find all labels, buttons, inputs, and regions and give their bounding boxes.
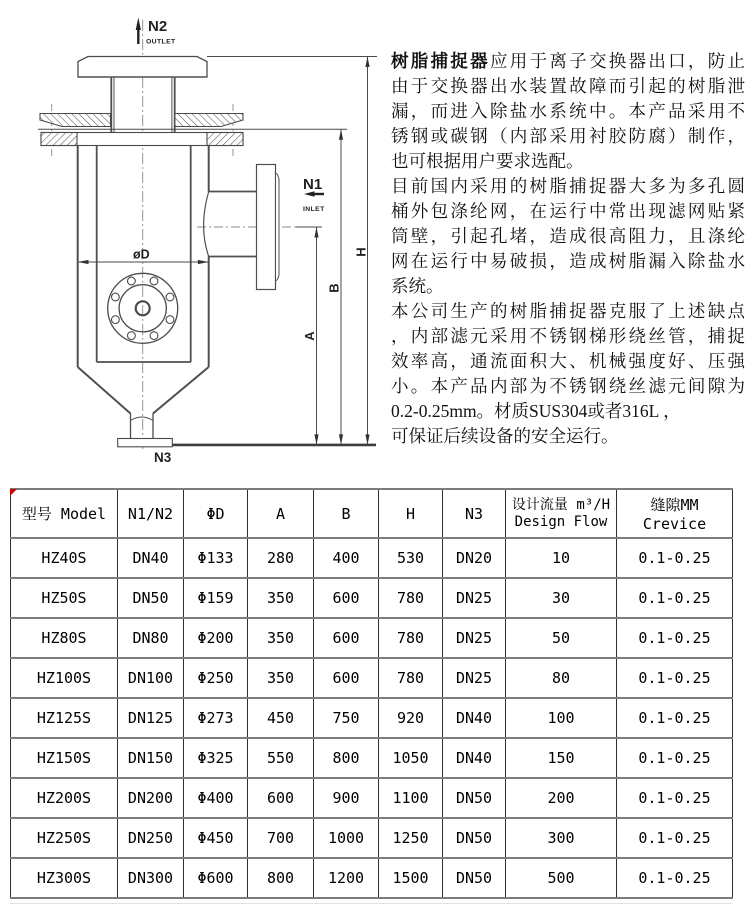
description-line: 漏，而进入除盐水系统中。本产品采用不: [391, 101, 745, 121]
table-cell: HZ150S: [11, 738, 118, 778]
n1-sublabel: INLET: [303, 206, 325, 213]
table-cell: DN25: [443, 658, 506, 698]
table-row: [11, 818, 733, 858]
table-cell: 800: [248, 858, 314, 898]
table-cell: DN25: [443, 618, 506, 658]
n3-label: N3: [154, 450, 172, 465]
bottom-flange: [118, 439, 173, 447]
n2-arrow-head: [136, 18, 141, 31]
table-cell: 350: [248, 658, 314, 698]
table-row: [11, 538, 733, 578]
table-cell: 780: [379, 658, 443, 698]
dia-label: øD: [133, 247, 150, 262]
table-cell: 0.1-0.25: [617, 578, 733, 618]
n2-label: N2: [148, 18, 168, 35]
table-cell: DN80: [118, 618, 184, 658]
table-row: [11, 778, 733, 818]
table-cell: 920: [379, 698, 443, 738]
table-cell: 50: [506, 618, 617, 658]
table-cell: 300: [506, 818, 617, 858]
table-row: [11, 698, 733, 738]
table-cell: 200: [506, 778, 617, 818]
column-header-line: 设计流量 m³/H: [511, 496, 611, 513]
table-cell: HZ250S: [11, 818, 118, 858]
dia-arrow-right: [198, 260, 209, 264]
table-cell: 700: [248, 818, 314, 858]
description-line: 本公司生产的树脂捕捉器克服了上述缺点: [391, 301, 745, 321]
column-header: A: [248, 489, 314, 538]
table-row: [11, 858, 733, 898]
dim-h-label: H: [353, 247, 369, 257]
table-cell: DN25: [443, 578, 506, 618]
table-cell: 80: [506, 658, 617, 698]
column-header: N1/N2: [118, 489, 184, 538]
column-header: 缝隙MM Crevice: [617, 489, 733, 538]
column-header: N3: [443, 489, 506, 538]
table-cell: 600: [248, 778, 314, 818]
spec-table: [10, 488, 733, 899]
table-cell: 0.1-0.25: [617, 778, 733, 818]
n2-sublabel: OUTLET: [146, 38, 176, 46]
table-cell: 400: [314, 538, 379, 578]
table-cell: 550: [248, 738, 314, 778]
description-line: ，内部滤元采用不锈钢梯形绕丝管，捕捉: [391, 326, 745, 346]
description-line: 目前国内采用的树脂捕捉器大多为多孔圆: [391, 176, 745, 196]
table-cell: DN300: [118, 858, 184, 898]
table-cell: DN200: [118, 778, 184, 818]
table-cell: 150: [506, 738, 617, 778]
table-cell: 1500: [379, 858, 443, 898]
table-cell: 750: [314, 698, 379, 738]
table-cell: DN125: [118, 698, 184, 738]
table-cell: DN100: [118, 658, 184, 698]
table-cell: DN50: [443, 858, 506, 898]
table-cell: 800: [314, 738, 379, 778]
upper-plate-left: [40, 114, 111, 127]
table-cell: 0.1-0.25: [617, 698, 733, 738]
table-cell: 30: [506, 578, 617, 618]
n1-label: N1: [303, 176, 323, 193]
table-cell: 100: [506, 698, 617, 738]
table-row: [11, 618, 733, 658]
spreadsheet-gridline: [10, 903, 732, 904]
description-line: 树脂捕捉器应用于离子交换器出口，防止: [391, 51, 746, 71]
table-row: [11, 578, 733, 618]
dia-arrow-left: [78, 260, 89, 264]
description-line: 也可根据用户要求选配。: [391, 151, 584, 171]
table-cell: Φ200: [184, 618, 248, 658]
description-line: 可保证后续设备的安全运行。: [391, 426, 619, 446]
vessel-shell: [78, 146, 209, 439]
table-cell: HZ300S: [11, 858, 118, 898]
table-cell: 0.1-0.25: [617, 538, 733, 578]
table-cell: DN40: [443, 738, 506, 778]
description-line: 小。本产品内部为不锈钢绕丝滤元间隙为: [391, 376, 745, 396]
table-cell: 350: [248, 618, 314, 658]
description-line: 效率高，通流面积大、机械强度好、压强: [391, 351, 745, 371]
table-cell: DN50: [443, 778, 506, 818]
description-lines: [391, 49, 745, 449]
table-cell: 0.1-0.25: [617, 858, 733, 898]
description-line: 0.2-0.25mm。材质SUS304或者316L ，: [391, 401, 681, 421]
table-cell: Φ400: [184, 778, 248, 818]
table-cell: 350: [248, 578, 314, 618]
description-line: 筒壁，引起孔堵，造成很高阻力，且涤纶: [391, 226, 745, 246]
column-header: H: [379, 489, 443, 538]
table-cell: 600: [314, 618, 379, 658]
table-cell: DN150: [118, 738, 184, 778]
body-flange-hatch-right: [207, 133, 243, 146]
table-cell: 780: [379, 578, 443, 618]
table-cell: 1250: [379, 818, 443, 858]
table-cell: HZ125S: [11, 698, 118, 738]
table-cell: 530: [379, 538, 443, 578]
table-cell: 0.1-0.25: [617, 738, 733, 778]
top-flange: [78, 57, 207, 78]
cell-comment-marker: [10, 489, 17, 496]
table-row: [11, 738, 733, 778]
table-cell: 0.1-0.25: [617, 658, 733, 698]
table-cell: Φ159: [184, 578, 248, 618]
table-cell: Φ450: [184, 818, 248, 858]
column-header: [506, 489, 617, 538]
table-cell: 0.1-0.25: [617, 618, 733, 658]
description-line: 网在运行中易破损，造成树脂漏入除盐水: [391, 251, 745, 271]
table-cell: DN50: [443, 818, 506, 858]
table-cell: HZ50S: [11, 578, 118, 618]
description-bold-term: 树脂捕捉器: [391, 51, 490, 71]
resin-trap-section-view: [0, 0, 385, 480]
description-line: 由于交换器出水装置故障而引起的树脂泄: [391, 76, 745, 96]
table-cell: Φ250: [184, 658, 248, 698]
table-cell: HZ80S: [11, 618, 118, 658]
description-line: 系统。: [391, 276, 444, 296]
column-header: ΦD: [184, 489, 248, 538]
table-cell: 1000: [314, 818, 379, 858]
table-cell: HZ40S: [11, 538, 118, 578]
table-cell: 280: [248, 538, 314, 578]
technical-drawing: [0, 0, 385, 480]
product-description: [391, 49, 745, 449]
table-cell: Φ273: [184, 698, 248, 738]
table-cell: Φ133: [184, 538, 248, 578]
table-cell: HZ100S: [11, 658, 118, 698]
table-cell: 1050: [379, 738, 443, 778]
table-cell: 1200: [314, 858, 379, 898]
header-row: [11, 489, 733, 538]
table-cell: Φ600: [184, 858, 248, 898]
table-cell: Φ325: [184, 738, 248, 778]
table-cell: 600: [314, 658, 379, 698]
dim-a-label: A: [302, 331, 317, 341]
column-header: B: [314, 489, 379, 538]
table-cell: 1100: [379, 778, 443, 818]
table-cell: DN50: [118, 578, 184, 618]
column-header: 型号 Model: [11, 489, 118, 538]
body-flange-hatch-left: [41, 133, 77, 146]
table-cell: 780: [379, 618, 443, 658]
description-line: 桶外包涤纶网，在运行中常出现滤网贴紧: [391, 201, 745, 221]
spec-table-wrap: [10, 488, 732, 899]
table-cell: 500: [506, 858, 617, 898]
dim-b-label: B: [326, 283, 342, 293]
table-cell: DN20: [443, 538, 506, 578]
table-cell: DN250: [118, 818, 184, 858]
table-cell: HZ200S: [11, 778, 118, 818]
table-cell: 600: [314, 578, 379, 618]
table-cell: 450: [248, 698, 314, 738]
spec-table-body: [11, 538, 733, 898]
table-cell: 10: [506, 538, 617, 578]
table-row: [11, 658, 733, 698]
table-cell: 0.1-0.25: [617, 818, 733, 858]
table-cell: 900: [314, 778, 379, 818]
description-line: 锈钢或碳钢（内部采用衬胶防腐）制作，: [391, 126, 745, 146]
column-header-line: Design Flow: [514, 513, 608, 530]
table-cell: DN40: [443, 698, 506, 738]
table-cell: DN40: [118, 538, 184, 578]
